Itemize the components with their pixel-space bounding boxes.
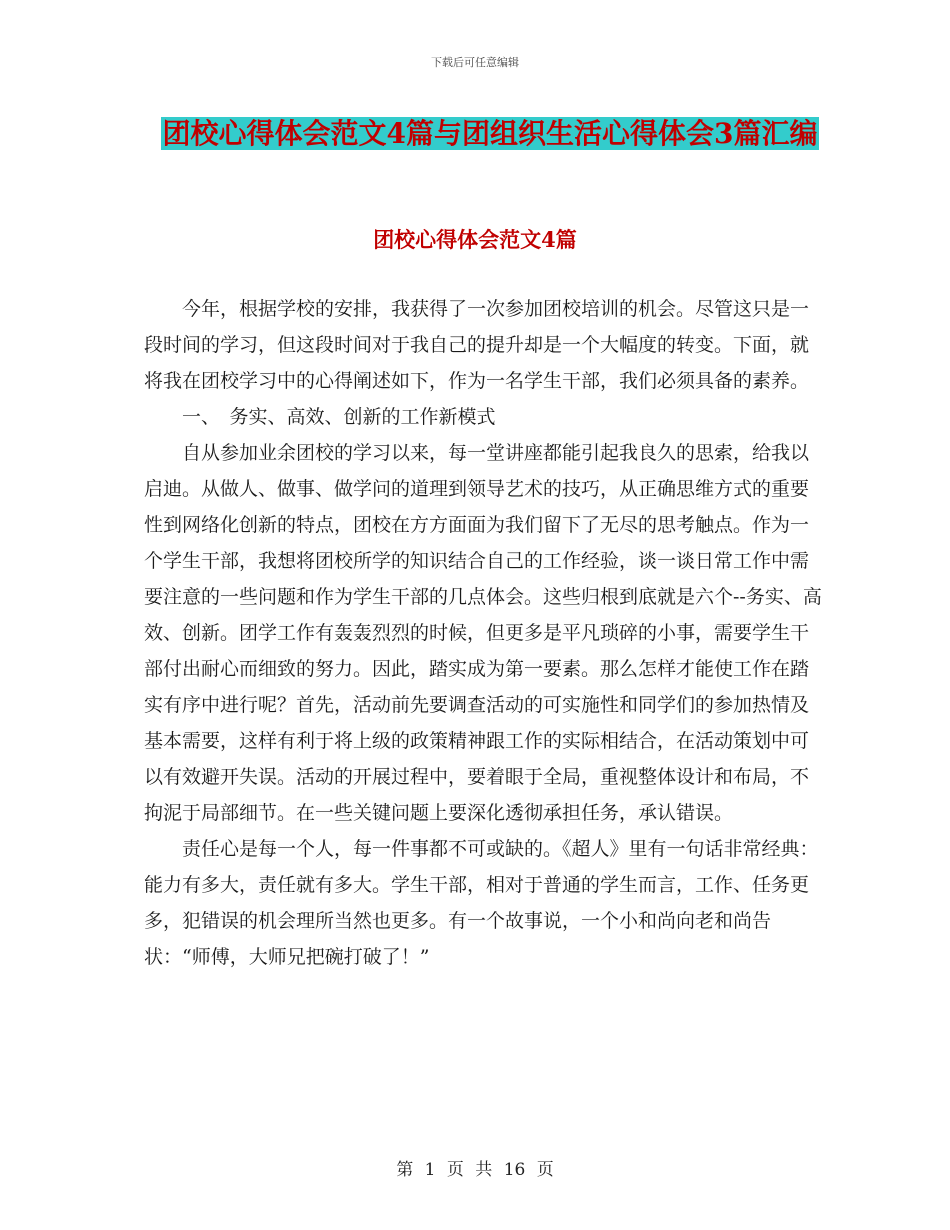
- header-note: 下载后可任意编辑: [431, 56, 519, 69]
- paragraph-practical: 自从参加业余团校的学习以来，每一堂讲座都能引起我良久的思索，给我以启迪。从做人、做事、做学问的道理到领导艺术的技巧，从正确思维方式的重要性到网络化创新的特点，团校在方方面面为我们留下了无尽的思考触点。作为一个学生干部，我想将团校所学的知识结合自己的工作经验，谈一谈日常工作中需要注意的一些问题和作为学生干部的几点体会。这些归根到底就是六个--务实、高效、创新。团学工作有轰轰烈烈的时候，但更多是平凡琐碎的小事，需要学生干部付出耐心而细致的努力。因此，踏实成为第一要素。那么怎样才能使工作在踏实有序中进行呢？首先，活动前先要调查活动的可实施性和同学们的参加热情及基本需要，这样有利于将上级的政策精神跟工作的实际相结合，在活动策划中可以有效避开失误。活动的开展过程中，要着眼于全局，重视整体设计和布局，不拘泥于局部细节。在一些关键问题上要深化透彻承担任务，承认错误。: [144, 442, 822, 824]
- paragraph-intro: 今年，根据学校的安排，我获得了一次参加团校培训的机会。尽管这只是一段时间的学习，但这段时间对于我自己的提升却是一个大幅度的转变。下面，就将我在团校学习中的心得阐述如下，作为一名学生干部，我们必须具备的素养。: [144, 298, 810, 392]
- section-title: 团校心得体会范文4篇: [373, 227, 577, 252]
- document-title-text: 团校心得体会范文4篇与团组织生活心得体会3篇汇编: [162, 117, 818, 150]
- page-number: 第 1 页 共 16 页: [396, 1160, 554, 1180]
- subheading-one: 一、 务实、高效、创新的工作新模式: [182, 406, 496, 428]
- document-title: [160, 112, 820, 156]
- paragraph-responsibility: 责任心是每一个人，每一件事都不可或缺的。《超人》里有一句话非常经典：能力有多大，责任就有多大。学生干部，相对于普通的学生而言，工作、任务更多，犯错误的机会理所当然也更多。有一个故事说，一个小和尚向老和尚告状：“师傅，大师兄把碗打破了！”: [144, 838, 819, 968]
- document-body: [144, 291, 826, 975]
